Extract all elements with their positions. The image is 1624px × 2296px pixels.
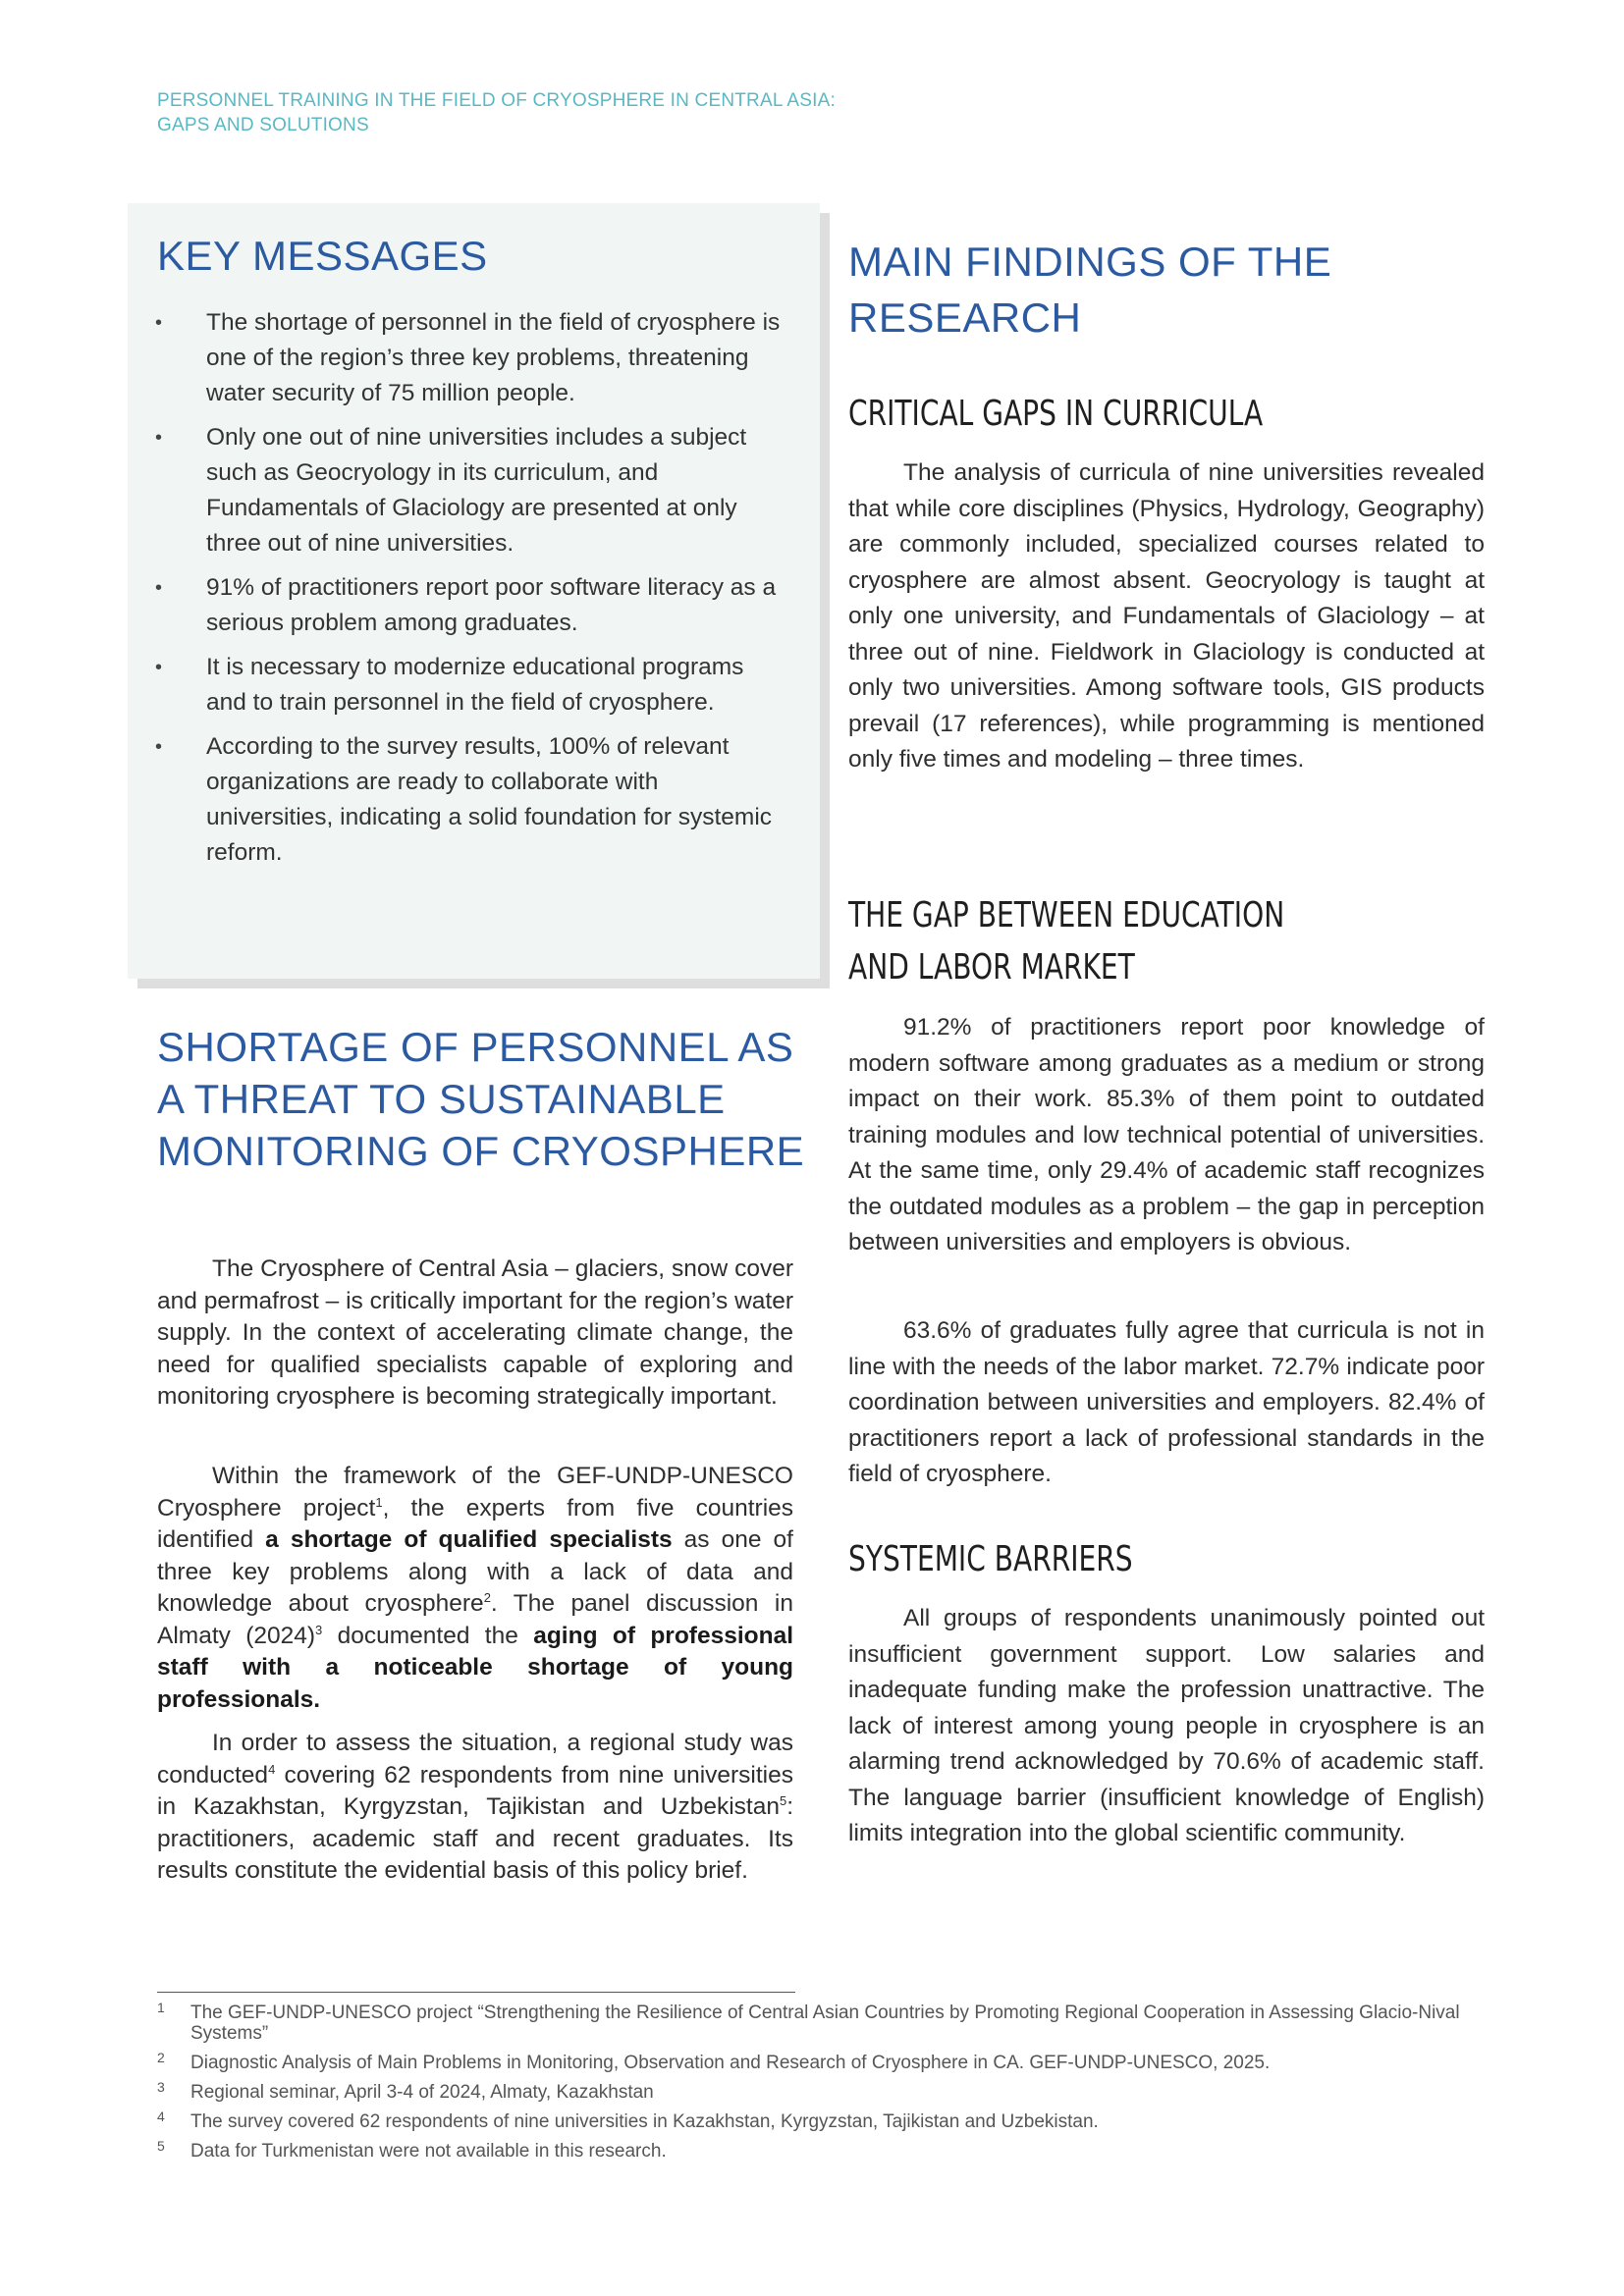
key-message-text: According to the survey results, 100% of relevant organizations are ready to collaborate with universities, indicating a solid foundation for systemic reform. bbox=[206, 733, 773, 866]
text-run: , the experts from five countries identified bbox=[157, 1494, 794, 1553]
labor-gap-paragraph-1: 91.2% of practitioners report poor knowledge of modern software among graduates as a medium or strong impact on their work. 85.3% of them point to outdated training modules and low technical potential of universities. At the same time, only 29.4% of academic staff recognizes the outdated modules as a problem – the gap in perception between universities and employers is obvious. bbox=[848, 1014, 1485, 1255]
footnote-number: 2 bbox=[157, 2050, 165, 2065]
footnotes-list bbox=[157, 2002, 1473, 2170]
key-message-item bbox=[155, 729, 784, 871]
key-messages-list bbox=[155, 305, 784, 880]
text-run: covering 62 respondents from nine universities in Kazakhstan, Kyrgyzstan, Tajikistan and Uzbekistan bbox=[157, 1761, 793, 1820]
key-message-text: Only one out of nine universities includes a subject such as Geocryology in its curriculum, and Fundamentals of Glaciology are presented at only three out of nine universities. bbox=[206, 424, 747, 557]
footnote-item bbox=[157, 2079, 1473, 2103]
running-header bbox=[157, 88, 836, 137]
text-run: documented the bbox=[322, 1622, 534, 1649]
curricula-gaps-paragraph: The analysis of curricula of nine universities revealed that while core disciplines (Physics, Hydrology, Geography) are commonly included, specialized courses related to cryosphere are almost absent. Geocryology is taught at only one university, and Fundamentals of Glaciology – at three out of nine. Fieldwork in Glaciology is conducted at only two universities. Among software tools, GIS products prevail (17 references), while programming is mentioned only five times and modeling – three times. bbox=[848, 459, 1485, 773]
shortage-section-title: SHORTAGE OF PERSONNEL AS A THREAT TO SUSTAINABLE MONITORING OF CRYOSPHERE bbox=[157, 1024, 805, 1174]
shortage-paragraph-1: The Cryosphere of Central Asia – glaciers, snow cover and permafrost – is critically important for the region’s water supply. In the context of accelerating climate change, the need for qualified specialists capable of exploring and monitoring cryosphere is becoming strategically important. bbox=[157, 1255, 793, 1410]
footnote-text: Diagnostic Analysis of Main Problems in Monitoring, Observation and Research of Cryosphere in CA. GEF-UNDP-UNESCO, 2025. bbox=[190, 2053, 1271, 2073]
bold-text: a shortage of qualified specialists bbox=[265, 1526, 673, 1553]
footnote-divider bbox=[157, 1992, 795, 1993]
key-message-text: It is necessary to modernize educational programs and to train personnel in the field of cryosphere. bbox=[206, 654, 744, 716]
key-message-item bbox=[155, 420, 784, 561]
key-message-item bbox=[155, 570, 784, 641]
running-header-line-1: PERSONNEL TRAINING IN THE FIELD OF CRYOSPHERE IN CENTRAL ASIA: bbox=[157, 90, 836, 111]
bullet-icon: • bbox=[155, 312, 163, 334]
labor-gap-title-line-1: THE GAP BETWEEN EDUCATION bbox=[848, 895, 1285, 935]
key-message-item bbox=[155, 650, 784, 721]
key-message-item bbox=[155, 305, 784, 411]
footnote-ref: 2 bbox=[483, 1589, 491, 1605]
footnote-number: 3 bbox=[157, 2079, 165, 2095]
footnote-item bbox=[157, 2138, 1473, 2162]
running-header-line-2: GAPS AND SOLUTIONS bbox=[157, 115, 369, 135]
curricula-gaps-title: CRITICAL GAPS IN CURRICULA bbox=[848, 394, 1264, 434]
footnote-item bbox=[157, 2002, 1473, 2044]
text-run: : practitioners, academic staff and recent graduates. Its results constitute the evidential basis of this policy brief. bbox=[157, 1793, 793, 1884]
footnote-item bbox=[157, 2050, 1473, 2073]
labor-gap-title-line-2: AND LABOR MARKET bbox=[848, 947, 1135, 988]
bold-text: aging of professional staff with a noticeable shortage of young professionals. bbox=[157, 1622, 793, 1713]
labor-gap-paragraph-2: 63.6% of graduates fully agree that curricula is not in line with the needs of the labor market. 72.7% indicate poor coordination between universities and employers. 82.4% of practitioners report a lack of professional standards in the field of cryosphere. bbox=[848, 1317, 1485, 1487]
footnote-text: Data for Turkmenistan were not available in this research. bbox=[190, 2141, 667, 2162]
footnote-number: 5 bbox=[157, 2138, 165, 2154]
footnote-ref: 5 bbox=[779, 1792, 787, 1808]
footnote-ref: 1 bbox=[375, 1494, 383, 1510]
footnote-text: The survey covered 62 respondents of nine universities in Kazakhstan, Kyrgyzstan, Tajikistan and Uzbekistan. bbox=[190, 2111, 1099, 2132]
shortage-paragraph-2 bbox=[157, 1461, 793, 1716]
systemic-barriers-title: SYSTEMIC BARRIERS bbox=[848, 1539, 1133, 1579]
footnote-ref: 4 bbox=[268, 1761, 276, 1777]
key-message-text: 91% of practitioners report poor software literacy as a serious problem among graduates. bbox=[206, 574, 777, 636]
footnote-number: 1 bbox=[157, 2000, 165, 2015]
key-messages-title: KEY MESSAGES bbox=[157, 233, 488, 279]
footnote-ref: 3 bbox=[315, 1622, 323, 1637]
text-run: as one of three key problems along with a lack of data and knowledge about cryosphere bbox=[157, 1526, 793, 1617]
bullet-icon: • bbox=[155, 427, 163, 449]
shortage-paragraph-3 bbox=[157, 1728, 793, 1888]
bullet-icon: • bbox=[155, 657, 163, 678]
bullet-icon: • bbox=[155, 577, 163, 599]
findings-section-title: MAIN FINDINGS OF THE RESEARCH bbox=[848, 239, 1332, 341]
text-run: . The panel discussion in Almaty (2024) bbox=[157, 1590, 793, 1649]
footnote-number: 4 bbox=[157, 2109, 165, 2124]
bullet-icon: • bbox=[155, 736, 163, 758]
footnote-text: The GEF-UNDP-UNESCO project “Strengthening the Resilience of Central Asian Countries by Promoting Regional Cooperation in Assessing Glacio-Nival Systems” bbox=[190, 2002, 1460, 2044]
key-message-text: The shortage of personnel in the field of cryosphere is one of the region’s three key problems, threatening water security of 75 million people. bbox=[206, 309, 781, 406]
text-run: In order to assess the situation, a regional study was conducted bbox=[157, 1730, 793, 1789]
footnote-text: Regional seminar, April 3-4 of 2024, Almaty, Kazakhstan bbox=[190, 2082, 654, 2103]
text-run: Within the framework of the GEF-UNDP-UNESCO Cryosphere project bbox=[157, 1463, 793, 1522]
systemic-barriers-paragraph: All groups of respondents unanimously pointed out insufficient government support. Low salaries and inadequate funding make the profession unattractive. The lack of interest among young people in cryosphere is an alarming trend acknowledged by 70.6% of academic staff. The language barrier (insufficient knowledge of English) limits integration into the global scientific community. bbox=[848, 1605, 1485, 1846]
footnote-item bbox=[157, 2111, 1473, 2132]
key-messages-box bbox=[128, 203, 820, 979]
